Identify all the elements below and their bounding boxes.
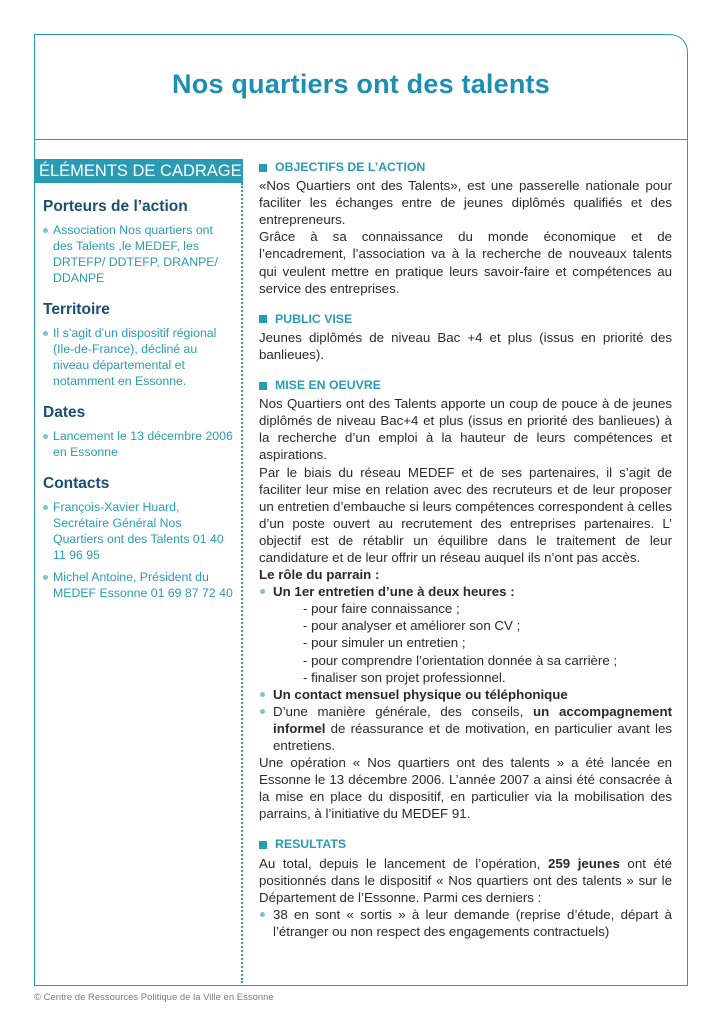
section-heading-public: PUBLIC VISE bbox=[259, 311, 672, 328]
dash-item: - pour comprendre l’orientation donnée à sa carrière ; bbox=[303, 652, 618, 668]
paragraph: «Nos Quartiers ont des Talents», est une passerelle nationale pour faciliter les échanges entre de jeunes diplômés qualifiés et des entrepreneurs. bbox=[259, 178, 672, 228]
bullet-icon bbox=[260, 589, 265, 594]
paragraph: Une opération « Nos quartiers ont des talents » a été lancée en Essonne le 13 décembre 2006. L’année 2007 a ainsi été consacrée à la mise en place du dispositif, en particulier via la mobilisation des parrains, à l’initiative du MEDEF 91. bbox=[259, 755, 672, 822]
paragraph: Grâce à sa connaissance du monde économique et de l’encadrement, l’association va à la recherche de nouveaux talents qui veulent mettre en pratique leurs savoir-faire et compétences au service des entreprises. bbox=[259, 229, 672, 296]
dash-item: - pour simuler un entretien ; bbox=[303, 635, 466, 651]
main-content bbox=[259, 159, 672, 940]
list-item: 38 en sont « sortis » à leur demande (reprise d’étude, départ à l’étranger ou non respect des engagements contractuels) bbox=[259, 906, 672, 940]
square-bullet-icon bbox=[259, 164, 267, 172]
list-item: Un 1er entretien d’une à deux heures : bbox=[259, 583, 672, 600]
dash-item: - pour faire connaissance ; bbox=[303, 601, 460, 617]
dash-item: - pour analyser et améliorer son CV ; bbox=[303, 618, 521, 634]
square-bullet-icon bbox=[259, 382, 267, 390]
bullet-icon bbox=[260, 912, 265, 917]
bullet-icon bbox=[43, 505, 48, 510]
bullet-icon bbox=[43, 434, 48, 439]
bullet-icon bbox=[260, 709, 265, 714]
list-item: Un contact mensuel physique ou téléphonique bbox=[259, 686, 672, 703]
paragraph: Nos Quartiers ont des Talents apporte un coup de pouce à de jeunes diplômés de niveau Bac+4 et plus (issus en priorité des banlieues) à la recherche d’un emploi à la hauteur de leurs compétences et aspirations. bbox=[259, 396, 672, 463]
sidebar-header: ÉLÉMENTS DE CADRAGE bbox=[35, 159, 243, 183]
bullet-icon bbox=[43, 228, 48, 233]
paragraph: Par le biais du réseau MEDEF et de ses partenaires, il s’agit de faciliter leur mise en relation avec des recruteurs et de leur proposer un entretien d’embauche si leurs compétences correspondent à celles d’un poste ouvert au recrutement des entreprises partenaires. L’ objectif est de rétablir un équilibre dans le traitement de leur candidature et de leur offrir un réseau auquel ils n’ont pas accès. bbox=[259, 464, 672, 565]
bullet-icon bbox=[260, 692, 265, 697]
page-title: Nos quartiers ont des talents bbox=[172, 69, 550, 99]
list-item: Association Nos quartiers ont des Talents ,le MEDEF, les DRTEFP/ DDTEFP, DRANPE/ DDANPE bbox=[53, 222, 235, 286]
heading-porteurs: Porteurs de l’action bbox=[43, 198, 188, 215]
sidebar bbox=[35, 159, 243, 607]
role-heading: Le rôle du parrain : bbox=[259, 567, 380, 583]
square-bullet-icon bbox=[259, 841, 267, 849]
title-band bbox=[35, 35, 687, 140]
bullet-icon bbox=[43, 331, 48, 336]
heading-territoire: Territoire bbox=[43, 301, 110, 318]
contact-huard: François-Xavier Huard, Secrétaire Général Nos Quartiers ont des Talents 01 40 11 96 95 bbox=[53, 499, 235, 563]
square-bullet-icon bbox=[259, 315, 267, 323]
dash-item: - finaliser son projet professionnel. bbox=[303, 669, 506, 685]
section-heading-mise: MISE EN OEUVRE bbox=[259, 377, 672, 394]
heading-dates: Dates bbox=[43, 404, 86, 421]
paragraph: Au total, depuis le lancement de l’opération, 259 jeunes ont été positionnés dans le dispositif « Nos quartiers ont des talents » sur le Département de l’Essonne. Parmi ces derniers : bbox=[259, 855, 672, 905]
list-item: Il s’agit d’un dispositif régional (Ile-de-France), décliné au niveau départemental et notamment en Essonne. bbox=[53, 325, 235, 389]
contact-antoine: Michel Antoine, Président du MEDEF Essonne 01 69 87 72 40 bbox=[53, 569, 235, 601]
list-item: D’une manière générale, des conseils, un accompagnement informel de réassurance et de motivation, en particulier avant les entretiens. bbox=[259, 703, 672, 754]
bullet-icon bbox=[43, 575, 48, 580]
list-item: Lancement le 13 décembre 2006 en Essonne bbox=[53, 428, 235, 460]
footer-copyright: © Centre de Ressources Politique de la Ville en Essonne bbox=[34, 992, 274, 1003]
section-heading-objectifs: OBJECTIFS DE L’ACTION bbox=[259, 159, 672, 176]
paragraph: Jeunes diplômés de niveau Bac +4 et plus (issus en priorité des banlieues). bbox=[259, 329, 672, 362]
section-heading-resultats: RESULTATS bbox=[259, 836, 672, 853]
page-frame bbox=[34, 34, 688, 986]
heading-contacts: Contacts bbox=[43, 475, 110, 492]
